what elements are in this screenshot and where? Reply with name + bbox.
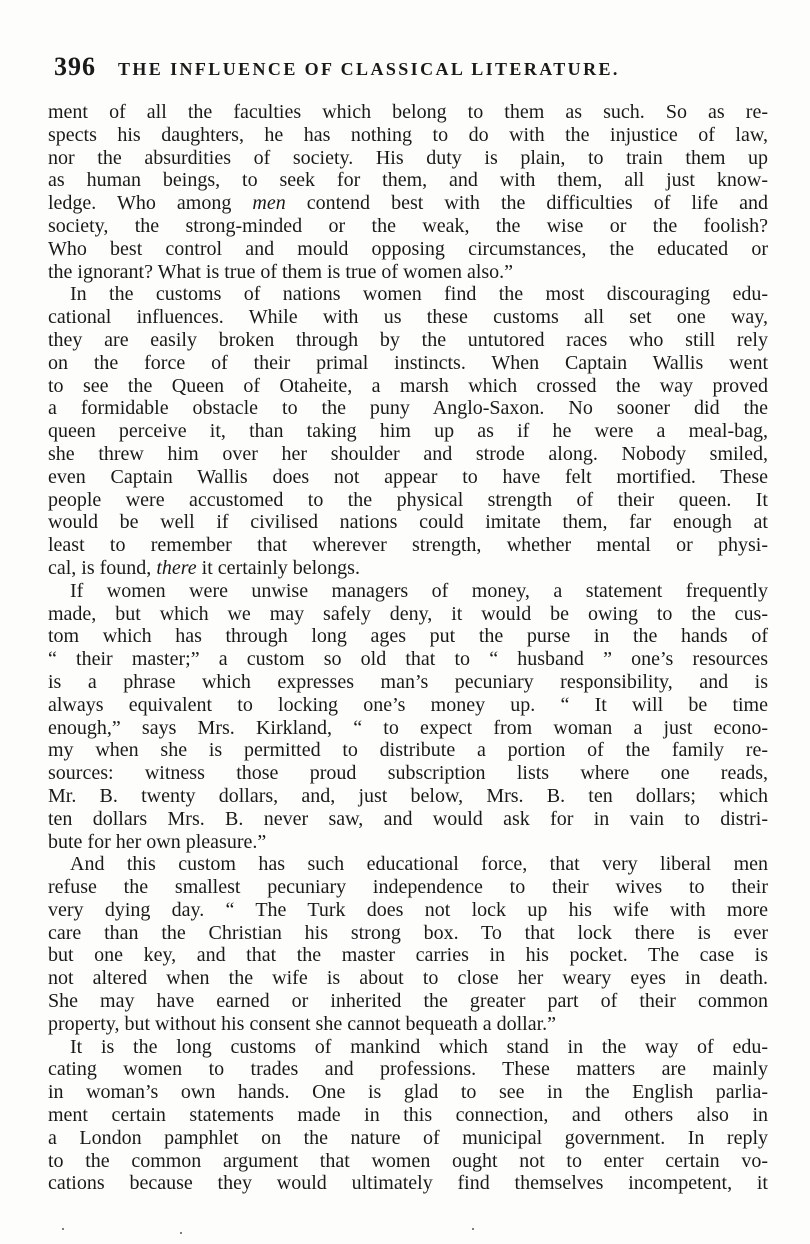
text-line: If women were unwise managers of money, a statement frequently <box>70 579 768 602</box>
text-line: society, the strong-minded or the weak, the wise or the foolish? <box>48 214 768 237</box>
text-line: made, but which we may safely deny, it would be owing to the cus- <box>48 602 768 625</box>
text-line: queen perceive it, than taking him up as if he were a meal-bag, <box>48 420 768 443</box>
text-line: bute for her own pleasure.” <box>48 830 267 853</box>
ink-speck <box>62 1228 64 1230</box>
text-line: sources: witness those proud subscription lists where one reads, <box>48 762 768 785</box>
text-line: In the customs of nations women find the most discouraging edu- <box>70 283 768 306</box>
text-line: a formidable obstacle to the puny Anglo-Saxon. No sooner did the <box>48 397 768 420</box>
text-line: She may have earned or inherited the greater part of their common <box>48 990 768 1013</box>
text-line: ment of all the faculties which belong to them as such. So as re- <box>48 101 768 123</box>
text-line: enough,” says Mrs. Kirkland, “ to expect from woman a just econo- <box>48 716 768 739</box>
ink-speck <box>180 1232 182 1234</box>
text-line: property, but without his consent she cannot bequeath a dollar.” <box>48 1012 557 1035</box>
text-segment: cal, is found, <box>48 556 157 579</box>
text-line: very dying day. “ The Turk does not lock up his wife with more <box>48 898 768 921</box>
text-line: my when she is permitted to distribute a portion of the family re- <box>48 739 768 762</box>
page-specks <box>60 1228 660 1238</box>
text-line: cations because they would ultimately find themselves incompetent, it <box>48 1172 768 1195</box>
text-line: a London pamphlet on the nature of municipal government. In reply <box>48 1126 768 1149</box>
text-line: she threw him over her shoulder and strode along. Nobody smiled, <box>48 442 768 465</box>
text-line: care than the Christian his strong box. To that lock there is ever <box>48 921 768 944</box>
text-line: nor the absurdities of society. His duty is plain, to train them up <box>48 146 768 169</box>
italic-word: there <box>156 556 197 579</box>
text-line: always equivalent to locking one’s money up. “ It will be time <box>48 693 768 716</box>
text-line: ten dollars Mrs. B. never saw, and would ask for in vain to distri- <box>48 807 768 830</box>
text-line: the ignorant? What is true of them is true of women also.” <box>48 260 514 283</box>
text-line: is a phrase which expresses man’s pecuniary responsibility, and is <box>48 670 768 693</box>
text-line: but one key, and that the master carries in his pocket. The case is <box>48 944 768 967</box>
text-line <box>48 192 768 215</box>
ink-speck <box>472 1228 474 1230</box>
text-line: And this custom has such educational force, that very liberal men <box>70 853 768 876</box>
text-line: would be well if civilised nations could imitate them, far enough at <box>48 511 768 534</box>
text-segment: it certainly belongs. <box>196 556 360 579</box>
text-line: Mr. B. twenty dollars, and, just below, Mrs. B. ten dollars; which <box>48 784 768 807</box>
text-line: people were accustomed to the physical strength of their queen. It <box>48 488 768 511</box>
text-line: in woman’s own hands. One is glad to see in the English parlia- <box>48 1081 768 1104</box>
text-line: to see the Queen of Otaheite, a marsh which crossed the way proved <box>48 374 768 397</box>
text-line: Who best control and mould opposing circumstances, the educated or <box>48 237 768 260</box>
text-line: on the force of their primal instincts. When Captain Wallis went <box>48 351 768 374</box>
text-line: as human beings, to seek for them, and with them, all just know- <box>48 169 768 192</box>
running-head <box>54 52 764 86</box>
text-line: “ their master;” a custom so old that to “ husband ” one’s resources <box>48 648 768 671</box>
text-line: spects his daughters, he has nothing to do with the injustice of law, <box>48 123 768 146</box>
text-line: least to remember that wherever strength, whether mental or physi- <box>48 534 768 557</box>
text-line: tom which has through long ages put the purse in the hands of <box>48 625 768 648</box>
text-line: even Captain Wallis does not appear to have felt mortified. These <box>48 465 768 488</box>
text-line: to the common argument that women ought not to enter certain vo- <box>48 1149 768 1172</box>
text-line: they are easily broken through by the untutored races who still rely <box>48 328 768 351</box>
running-title: THE INFLUENCE OF CLASSICAL LITERATURE. <box>118 59 620 79</box>
text-line: It is the long customs of mankind which stand in the way of edu- <box>70 1035 768 1058</box>
text-line: cational influences. While with us these customs all set one way, <box>48 306 768 329</box>
text-line: ment certain statements made in this connection, and others also in <box>48 1104 768 1127</box>
italic-word: men <box>252 192 286 215</box>
text-line: not altered when the wife is about to close her weary eyes in death. <box>48 967 768 990</box>
text-line: cating women to trades and professions. These matters are mainly <box>48 1058 768 1081</box>
text-segment: contend best with the difficulties of life and <box>285 192 768 215</box>
page-number: 396 <box>54 52 96 81</box>
text-line <box>48 557 768 580</box>
body-text <box>48 101 768 1195</box>
text-line: refuse the smallest pecuniary independence to their wives to their <box>48 876 768 899</box>
text-segment: ledge. Who among <box>48 192 253 215</box>
